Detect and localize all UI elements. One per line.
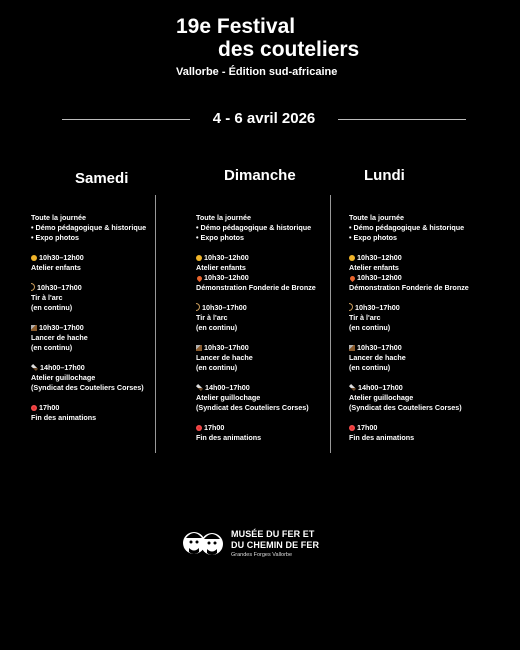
- schedule-line-text: Lancer de hache: [349, 353, 406, 362]
- schedule-time: [196, 383, 316, 393]
- schedule-line-text: 14h00–17h00: [205, 383, 250, 392]
- schedule-text: [349, 393, 469, 403]
- schedule-line-text: • Expo photos: [31, 233, 80, 242]
- schedule-time: [349, 303, 469, 313]
- schedule-text: [349, 263, 469, 273]
- axe-icon: [349, 345, 355, 351]
- schedule-line-text: (en continu): [349, 323, 391, 332]
- schedule-text: [31, 383, 146, 393]
- schedule-line-text: Démonstration Fonderie de Bronze: [196, 283, 316, 292]
- schedule-time: [31, 283, 146, 293]
- schedule-block: [349, 383, 469, 413]
- schedule-line-text: (Syndicat des Couteliers Corses): [349, 403, 462, 412]
- logo-line-1: MUSÉE DU FER ET: [231, 529, 315, 539]
- schedule-time: [349, 383, 469, 393]
- schedule-block: [31, 213, 146, 243]
- schedule-time: [196, 303, 316, 313]
- schedule-block: [31, 253, 146, 273]
- knife-icon: [349, 384, 356, 391]
- schedule-line-text: 10h30–12h00: [39, 253, 84, 262]
- subtitle: Vallorbe - Édition sud-africaine: [176, 66, 338, 78]
- schedule-text: [349, 223, 469, 233]
- logo-line-2: DU CHEMIN DE FER: [231, 540, 320, 550]
- bow-arrow-icon: [31, 283, 35, 291]
- clock-icon: [31, 255, 37, 261]
- schedule-line-text: (Syndicat des Couteliers Corses): [196, 403, 309, 412]
- schedule-text: [31, 223, 146, 233]
- title-line-1: 19e Festival: [176, 15, 296, 38]
- schedule-block: [196, 303, 316, 333]
- schedule-time: [31, 253, 146, 263]
- divider-right: [338, 119, 466, 120]
- schedule-text: [349, 323, 469, 333]
- day-schedule: [196, 213, 316, 453]
- schedule-line-text: • Expo photos: [196, 233, 245, 242]
- schedule-line-text: • Démo pédagogique & historique: [196, 223, 312, 232]
- schedule-block: [31, 323, 146, 353]
- schedule-block: [349, 303, 469, 333]
- schedule-line-text: 10h30–17h00: [355, 303, 400, 312]
- event-dates: 4 - 6 avril 2026: [212, 110, 316, 127]
- schedule-line-text: Fin des animations: [196, 433, 262, 442]
- schedule-time: [196, 253, 316, 263]
- museum-logo: [181, 524, 331, 564]
- schedule-block: [196, 383, 316, 413]
- schedule-line-text: Toute la journée: [31, 213, 86, 222]
- schedule-line-text: • Démo pédagogique & historique: [31, 223, 147, 232]
- bow-arrow-icon: [196, 303, 200, 311]
- schedule-line-text: 10h30–12h00: [357, 273, 402, 282]
- schedule-line-text: 10h30–17h00: [37, 283, 82, 292]
- schedule-text: [196, 323, 316, 333]
- schedule-line-text: 17h00: [204, 423, 225, 432]
- schedule-block: [349, 423, 469, 443]
- knife-icon: [31, 364, 38, 371]
- schedule-line-text: Atelier enfants: [31, 263, 81, 272]
- schedule-text: [349, 403, 469, 413]
- schedule-time: [31, 403, 146, 413]
- schedule-text: [196, 403, 316, 413]
- schedule-text: [349, 353, 469, 363]
- schedule-block: [31, 403, 146, 423]
- divider-left: [62, 119, 190, 120]
- fire-icon: [349, 275, 356, 282]
- schedule-line-text: Lancer de hache: [196, 353, 253, 362]
- schedule-text: [31, 333, 146, 343]
- schedule-block: [349, 253, 469, 293]
- schedule-line-text: 10h30–12h00: [357, 253, 402, 262]
- schedule-line-text: (en continu): [31, 343, 73, 352]
- schedule-line-text: 10h30–12h00: [204, 253, 249, 262]
- schedule-text: [349, 283, 469, 293]
- schedule-time: [196, 273, 316, 283]
- schedule-time: [349, 213, 469, 223]
- schedule-line-text: Démonstration Fonderie de Bronze: [349, 283, 469, 292]
- schedule-line-text: Lancer de hache: [31, 333, 88, 342]
- schedule-text: [31, 413, 146, 423]
- schedule-time: [349, 423, 469, 433]
- day-heading: Lundi: [364, 167, 405, 184]
- schedule-block: [31, 363, 146, 393]
- schedule-line-text: 17h00: [39, 403, 60, 412]
- schedule-text: [31, 293, 146, 303]
- schedule-line-text: 10h30–17h00: [39, 323, 84, 332]
- schedule-block: [196, 343, 316, 373]
- schedule-line-text: (en continu): [349, 363, 391, 372]
- schedule-line-text: 14h00–17h00: [40, 363, 85, 372]
- schedule-line-text: (en continu): [196, 323, 238, 332]
- bow-arrow-icon: [349, 303, 353, 311]
- schedule-line-text: 17h00: [357, 423, 378, 432]
- alarm-clock-icon: [349, 425, 355, 431]
- axe-icon: [196, 345, 202, 351]
- schedule-text: [196, 353, 316, 363]
- schedule-text: [196, 313, 316, 323]
- schedule-line-text: Fin des animations: [349, 433, 415, 442]
- schedule-text: [349, 433, 469, 443]
- schedule-time: [196, 423, 316, 433]
- schedule-line-text: 10h30–12h00: [204, 273, 249, 282]
- schedule-text: [196, 283, 316, 293]
- schedule-line-text: (en continu): [196, 363, 238, 372]
- schedule-time: [349, 253, 469, 263]
- schedule-line-text: Fin des animations: [31, 413, 97, 422]
- axe-icon: [31, 325, 37, 331]
- schedule-line-text: Toute la journée: [349, 213, 404, 222]
- schedule-text: [31, 373, 146, 383]
- day-schedule: [31, 213, 146, 433]
- schedule-line-text: Tir à l'arc: [31, 293, 63, 302]
- schedule-line-text: • Expo photos: [349, 233, 398, 242]
- schedule-text: [349, 313, 469, 323]
- schedule-line-text: Tir à l'arc: [196, 313, 228, 322]
- logo-line-3: Grandes Forges Vallorbe: [231, 552, 293, 558]
- knife-icon: [196, 384, 203, 391]
- blacksmith-faces-icon: [181, 526, 225, 560]
- schedule-text: [349, 233, 469, 243]
- schedule-time: [196, 213, 316, 223]
- schedule-block: [349, 343, 469, 373]
- schedule-line-text: Tir à l'arc: [349, 313, 381, 322]
- schedule-text: [31, 263, 146, 273]
- schedule-line-text: 10h30–17h00: [204, 343, 249, 352]
- day-heading: Dimanche: [224, 167, 296, 184]
- schedule-text: [31, 343, 146, 353]
- schedule-line-text: 10h30–17h00: [202, 303, 247, 312]
- schedule-block: [349, 213, 469, 243]
- title-line-2: des couteliers: [218, 38, 360, 61]
- schedule-block: [196, 253, 316, 293]
- clock-icon: [349, 255, 355, 261]
- schedule-line-text: (Syndicat des Couteliers Corses): [31, 383, 144, 392]
- schedule-text: [196, 223, 316, 233]
- schedule-line-text: Toute la journée: [196, 213, 251, 222]
- schedule-text: [349, 363, 469, 373]
- schedule-text: [196, 433, 316, 443]
- schedule-time: [349, 343, 469, 353]
- schedule-line-text: 10h30–17h00: [357, 343, 402, 352]
- schedule-line-text: Atelier enfants: [349, 263, 399, 272]
- day-heading: Samedi: [75, 170, 129, 187]
- schedule-block: [196, 423, 316, 443]
- schedule-text: [31, 303, 146, 313]
- schedule-line-text: (en continu): [31, 303, 73, 312]
- schedule-line-text: Atelier guillochage: [349, 393, 414, 402]
- schedule-time: [31, 323, 146, 333]
- schedule-block: [196, 213, 316, 243]
- schedule-time: [196, 343, 316, 353]
- schedule-line-text: Atelier guillochage: [196, 393, 261, 402]
- schedule-line-text: Atelier enfants: [196, 263, 246, 272]
- column-divider-2: [330, 195, 331, 453]
- schedule-text: [31, 233, 146, 243]
- schedule-time: [31, 363, 146, 373]
- schedule-text: [196, 263, 316, 273]
- fire-icon: [196, 275, 203, 282]
- schedule-line-text: Atelier guillochage: [31, 373, 96, 382]
- day-schedule: [349, 213, 469, 453]
- clock-icon: [196, 255, 202, 261]
- schedule-text: [196, 363, 316, 373]
- schedule-block: [31, 283, 146, 313]
- schedule-line-text: 14h00–17h00: [358, 383, 403, 392]
- schedule-time: [31, 213, 146, 223]
- schedule-text: [196, 233, 316, 243]
- alarm-clock-icon: [196, 425, 202, 431]
- schedule-line-text: • Démo pédagogique & historique: [349, 223, 465, 232]
- schedule-text: [196, 393, 316, 403]
- column-divider-1: [155, 195, 156, 453]
- schedule-time: [349, 273, 469, 283]
- alarm-clock-icon: [31, 405, 37, 411]
